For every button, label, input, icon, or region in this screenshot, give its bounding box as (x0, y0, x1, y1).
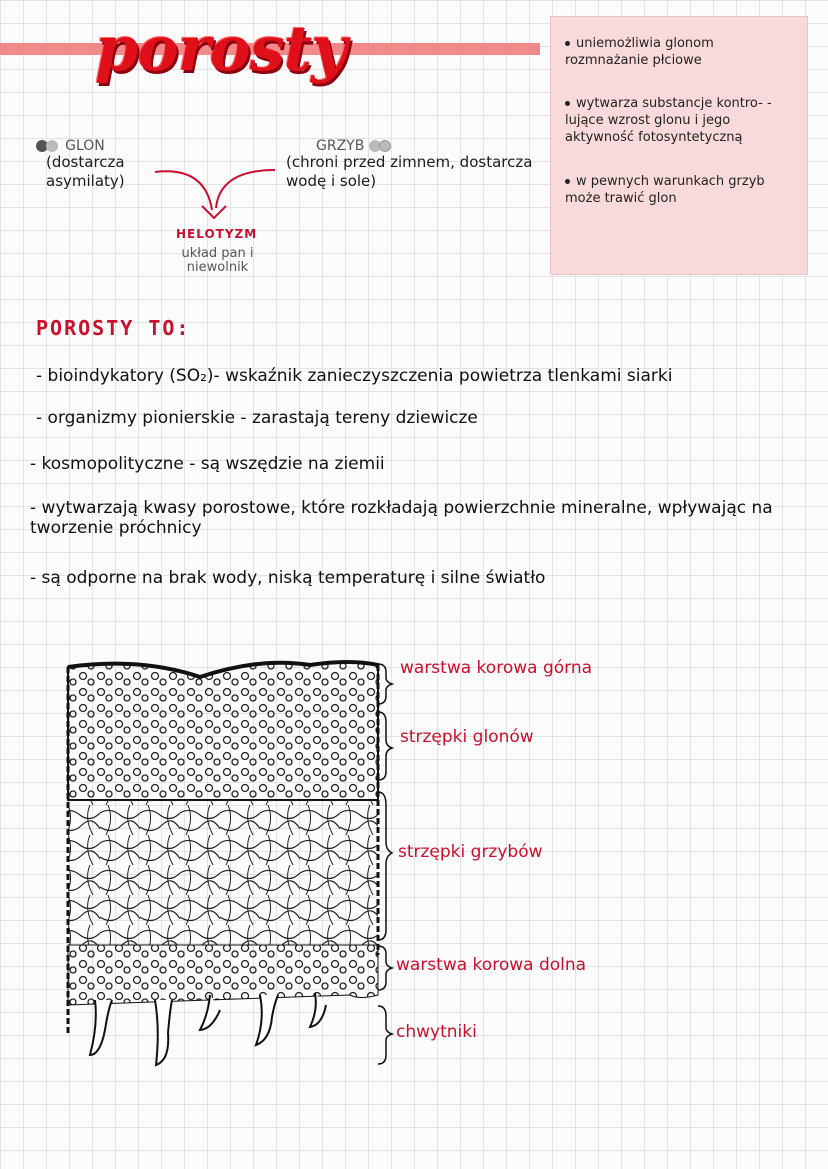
bullet-dot-icon (565, 41, 570, 46)
note-item: w pewnych warunkach grzyb może trawić glon (565, 174, 765, 206)
toggle-icon (36, 140, 60, 152)
label-algal-hyphae: strzępki glonów (400, 727, 534, 747)
label-upper-cortex: warstwa korowa górna (400, 658, 593, 678)
list-item: - bioindykatory (SO₂)- wskaźnik zanieczyszczenia powietrza tlenkami siarki (36, 366, 673, 386)
page-title: porosty (95, 12, 347, 85)
notes-box (550, 16, 808, 275)
label-rhizines: chwytniki (396, 1022, 477, 1042)
grzyb-block (316, 135, 393, 154)
label-fungal-hyphae: strzępki grzybów (398, 842, 543, 862)
list-item: - kosmopolityczne - są wszędzie na ziemii (30, 454, 385, 474)
diagram-braces-icon (376, 660, 400, 1070)
list-item: - wytwarzają kwasy porostowe, które rozkładają powierzchnie mineralne, wpływając na tworzenie próchnicy (30, 498, 773, 538)
helotyzm-desc: układ pan i niewolnik (181, 246, 254, 275)
bullet-dot-icon (565, 179, 570, 184)
lichen-cross-section-drawing (60, 655, 385, 1075)
symbiosis-arrows-icon (150, 160, 290, 230)
toggle-icon (369, 140, 393, 152)
bullet-dot-icon (565, 101, 570, 106)
list-item: - organizmy pionierskie - zarastają tereny dziewicze (36, 408, 478, 428)
glon-name: GLON (65, 138, 105, 154)
grzyb-name: GRZYB (316, 138, 365, 154)
label-lower-cortex: warstwa korowa dolna (396, 955, 587, 975)
glon-desc: (dostarcza asymilaty) (46, 153, 125, 190)
note-item: wytwarza substancje kontro- -lujące wzrost glonu i jego aktywność fotosyntetyczną (565, 96, 772, 145)
list-item: - są odporne na brak wody, niską temperaturę i silne światło (30, 568, 546, 588)
helotyzm-name: HELOTYZM (176, 227, 258, 241)
glon-block (36, 135, 105, 154)
grzyb-desc: (chroni przed zimnem, dostarcza wodę i sole) (286, 153, 533, 190)
section-heading: POROSTY TO: (36, 316, 191, 340)
note-item: uniemożliwia glonom rozmnażanie płciowe (565, 36, 714, 68)
